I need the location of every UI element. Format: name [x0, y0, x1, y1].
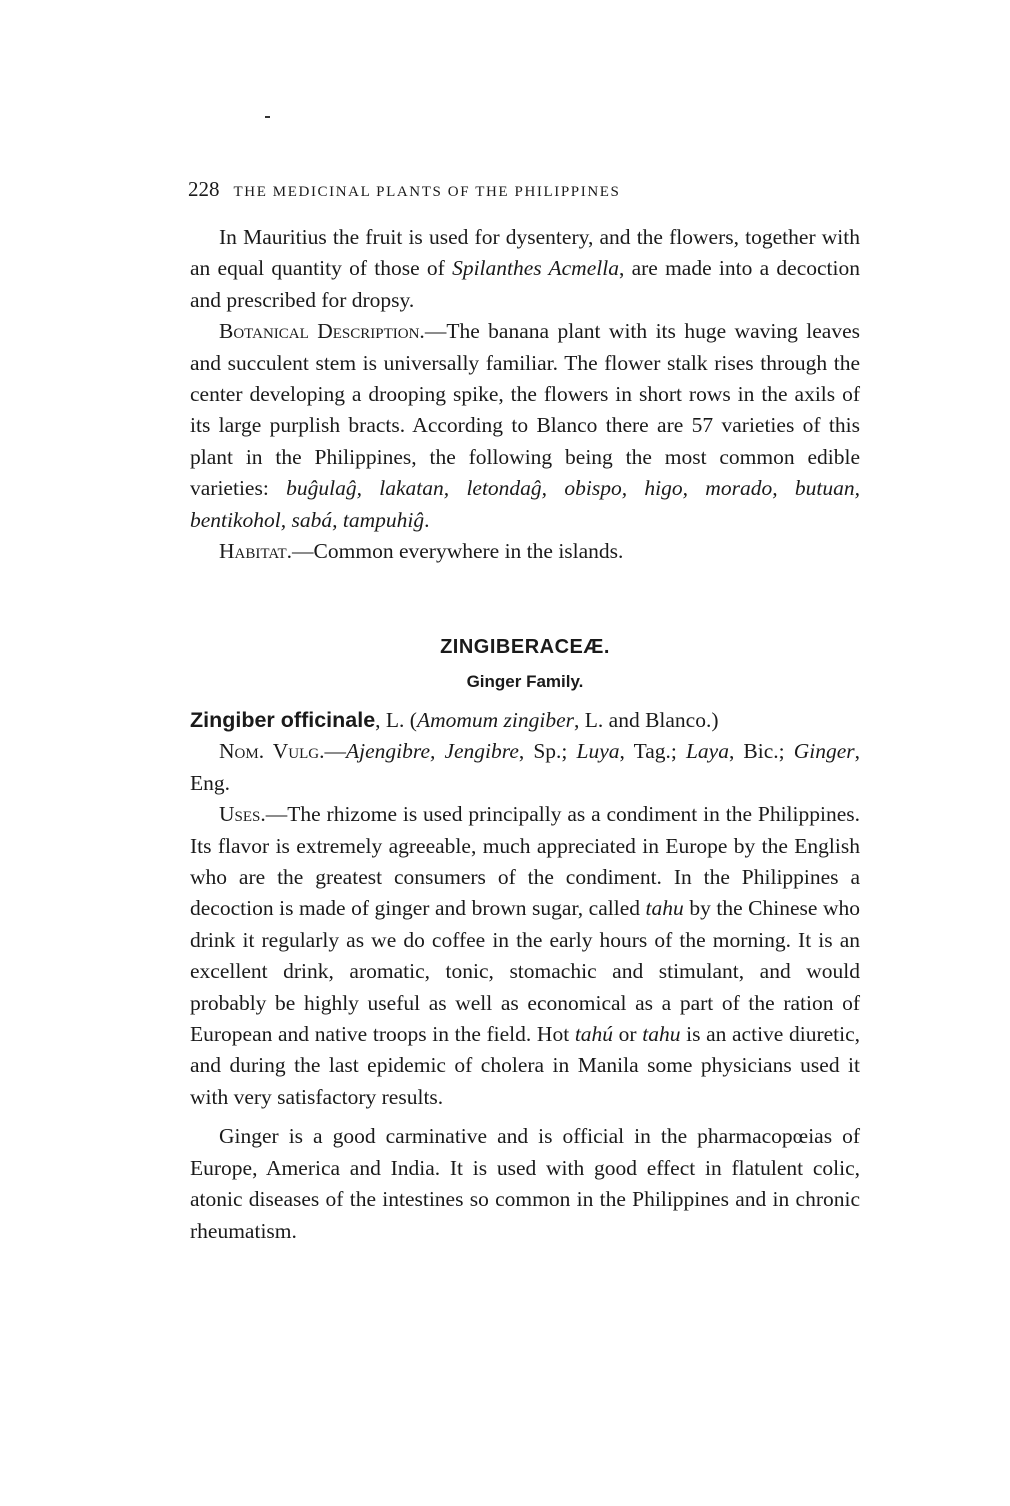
- banana-text-block: [190, 222, 860, 567]
- common-names-paragraph: Nom. Vulg.—Ajengibre, Jengibre, Sp.; Luya, Tag.; Laya, Bic.; Ginger, Eng.: [190, 739, 860, 795]
- section-label: Habitat.: [219, 539, 293, 564]
- uses-paragraph: Uses.—The rhizome is used principally as a condiment in the Philippines. Its flavor is extremely agreeable, much appreciated in Europe by the English who are the greatest consumers of the condiment. In the Philippines a decoction is made of ginger and brown sugar, called tahu by the Chinese who drink it regularly as we do coffee in the early hours of the morning. It is an excellent drink, aromatic, tonic, stomachic and stimulant, and would probably be highly useful as well as economical as a part of the ration of European and native troops in the field. Hot tahú or tahu is an active diuretic, and during the last epidemic of cholera in Manila some physicians used it with very satisfactory results.: [190, 802, 861, 1109]
- section-label: Botanical Description.: [219, 319, 425, 344]
- habitat-paragraph: Habitat.—Common everywhere in the islands.: [219, 539, 624, 564]
- mauritius-paragraph: In Mauritius the fruit is used for dysentery, and the flowers, together with an equal quantity of those of Spilanthes Acmella, are made into a decoction and prescribed for dropsy.: [190, 225, 860, 312]
- synonym: Amomum zingiber: [416, 708, 575, 732]
- running-title: THE MEDICINAL PLANTS OF THE PHILIPPINES: [233, 184, 621, 200]
- running-header: [188, 174, 860, 204]
- family-heading: ZINGIBERACEÆ.: [440, 636, 610, 658]
- carminative-paragraph: Ginger is a good carminative and is official in the pharmacopœias of Europe, America and India. It is used with good effect in flatulent colic, atonic diseases of the intestines so common in the Philippines and in chronic rheumatism.: [190, 1124, 860, 1243]
- botanical-description-paragraph: Botanical Description.—The banana plant with its huge waving leaves and succulent stem is universally familiar. The flower stalk rises through the center developing a drooping spike, the flowers in short rows in the axils of its large purplish bracts. According to Blanco there are 57 varieties of this plant in the Philippines, the following being the most common edible varieties: buĝulaĝ, lakatan, letondaĝ, obispo, higo, morado, butuan, bentikohol, sabá, tampuhiĝ.: [190, 319, 860, 532]
- print-mark: [265, 116, 270, 118]
- section-label: Uses.: [219, 802, 266, 827]
- family-subheading: Ginger Family.: [466, 672, 584, 691]
- species-heading: Zingiber officinale, L. (Amomum zingiber, L. and Blanco.): [190, 708, 719, 732]
- variety-list: buĝulaĝ, lakatan, letondaĝ, obispo, higo, morado, butuan, bentikohol, sabá, tampuhiĝ: [190, 476, 860, 532]
- page-number: 228: [188, 177, 220, 201]
- species-name: Spilanthes Acmella: [452, 256, 619, 281]
- ginger-text-block: [190, 705, 860, 1247]
- species-title: Zingiber officinale: [190, 708, 376, 732]
- section-label: Nom. Vulg.: [219, 739, 325, 764]
